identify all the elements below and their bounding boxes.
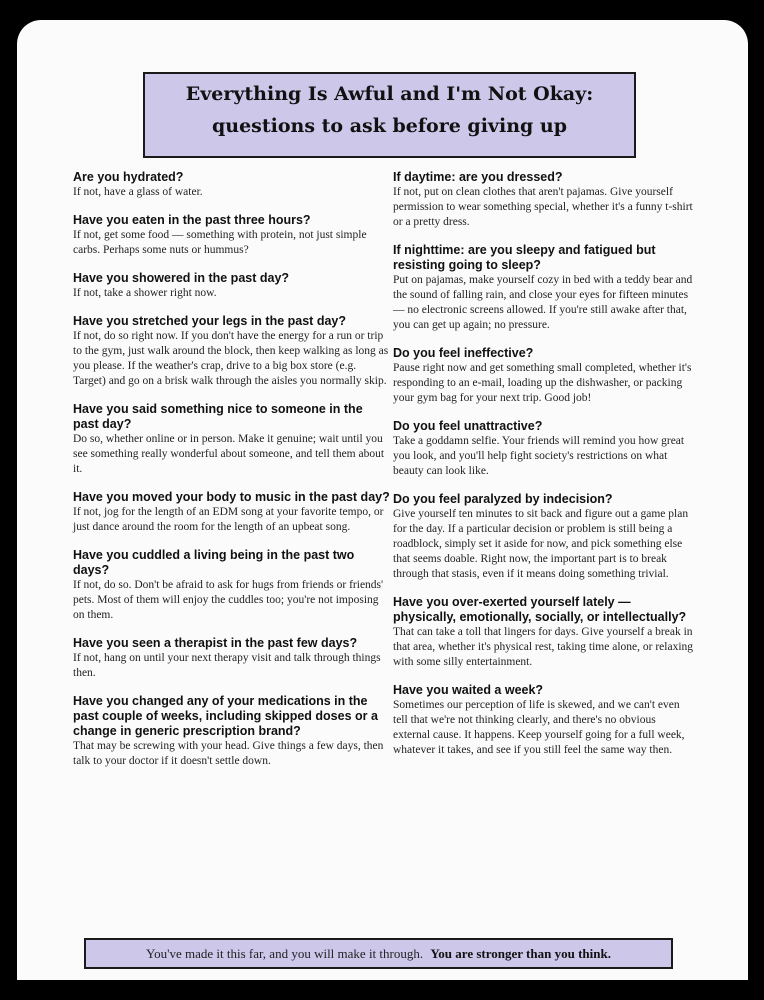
question-advice: If not, take a shower right now.	[73, 287, 217, 299]
question-advice: That can take a toll that lingers for days. Give yourself a break in that area, whether it's physical rest, taking time alone, or relaxing with some silly entertainment.	[393, 626, 694, 668]
question-heading: If daytime: are you dressed?	[393, 170, 563, 184]
question-heading: Have you showered in the past day?	[73, 271, 290, 285]
question-item	[393, 492, 693, 582]
question-heading: Have you cuddled a living being in the past two days?	[73, 548, 355, 577]
question-item	[73, 548, 391, 623]
question-item	[73, 170, 391, 200]
question-advice: If not, get some food — something with protein, not just simple carbs. Perhaps some nuts or hummus?	[73, 229, 367, 256]
title-line-1: Everything Is Awful and I'm Not Okay:	[185, 83, 594, 105]
question-advice: Take a goddamn selfie. Your friends will remind you how great you look, and you'll help fight society's restrictions on what beauty can look like.	[393, 435, 685, 477]
question-advice: If not, put on clean clothes that aren't pajamas. Give yourself permission to wear something special, whether it's a funny t-shirt or a pretty dress.	[393, 186, 693, 228]
question-advice: That may be screwing with your head. Give things a few days, then talk to your doctor if it doesn't settle down.	[73, 740, 384, 767]
question-item	[73, 490, 391, 535]
question-heading: Do you feel unattractive?	[393, 419, 543, 433]
question-heading: Have you moved your body to music in the past day?	[73, 490, 390, 504]
question-advice: If not, jog for the length of an EDM song at your favorite tempo, or just dance around the room for the length of an upbeat song.	[73, 506, 384, 533]
question-item	[393, 683, 693, 758]
question-advice: Give yourself ten minutes to sit back and figure out a game plan for the day. If a particular decision or problem is still being a roadblock, simply set it aside for now, and pick something else that seems doable. Right now, the important part is to break through that stasis, even if it means doing something trivial.	[393, 508, 689, 580]
question-heading: Do you feel paralyzed by indecision?	[393, 492, 613, 506]
question-heading: Have you said something nice to someone in the past day?	[73, 402, 363, 431]
question-heading: Have you seen a therapist in the past few days?	[73, 636, 358, 650]
question-heading: Have you changed any of your medications in the past couple of weeks, including skipped doses or a change in generic prescription brand?	[73, 694, 378, 738]
question-advice: If not, do so. Don't be afraid to ask for hugs from friends or friends' pets. Most of them will enjoy the cuddles too; you're not imposing on them.	[73, 579, 384, 621]
question-heading: Do you feel ineffective?	[393, 346, 534, 360]
question-advice: Do so, whether online or in person. Make it genuine; wait until you see something really wonderful about someone, and tell them about it.	[73, 433, 385, 475]
question-heading: Have you waited a week?	[393, 683, 544, 697]
question-advice: If not, do so right now. If you don't have the energy for a run or trip to the gym, just walk around the block, then keep walking as long as you please. If the weather's crap, drive to a big box store (e.g. Target) and go on a brisk walk through the aisles you normally skip.	[73, 330, 389, 387]
question-heading: Have you eaten in the past three hours?	[73, 213, 311, 227]
question-advice: Put on pajamas, make yourself cozy in bed with a teddy bear and the sound of falling rain, and close your eyes for fifteen minutes — no electronic screens allowed. If you're still awake after that, you can get up again; no pressure.	[393, 274, 693, 331]
right-column	[393, 170, 693, 771]
question-heading: Have you over-exerted yourself lately — physically, emotionally, socially, or intellectually?	[393, 595, 687, 624]
footer-emphasis: You are stronger than you think.	[430, 946, 611, 961]
left-column	[73, 170, 391, 782]
title-line-2: questions to ask before giving up	[211, 115, 568, 137]
question-heading: Have you stretched your legs in the past day?	[73, 314, 346, 328]
document-page	[17, 20, 748, 980]
question-item	[73, 402, 391, 477]
question-advice: Pause right now and get something small completed, whether it's responding to an e-mail, loading up the dishwasher, or packing your gym bag for your next trip. Good job!	[393, 362, 692, 404]
question-item	[393, 170, 693, 230]
footer-box	[84, 938, 673, 969]
question-item	[393, 419, 693, 479]
question-item	[73, 694, 391, 769]
question-advice: If not, have a glass of water.	[73, 186, 203, 198]
title-box	[143, 72, 636, 158]
question-item	[73, 213, 391, 258]
question-item	[73, 271, 391, 301]
question-item	[73, 314, 391, 389]
footer-message: You've made it this far, and you will make it through.	[146, 946, 424, 961]
question-item	[393, 243, 693, 333]
question-advice: If not, hang on until your next therapy visit and talk through things then.	[73, 652, 381, 679]
question-item	[393, 595, 693, 670]
question-heading: If nighttime: are you sleepy and fatigued but resisting going to sleep?	[393, 243, 656, 272]
question-heading: Are you hydrated?	[73, 170, 184, 184]
question-item	[73, 636, 391, 681]
question-advice: Sometimes our perception of life is skewed, and we can't even tell that we're not thinking clearly, and there's no obvious external cause. It happens. Keep yourself going for a full week, whatever it takes, and see if you still feel the same way then.	[393, 699, 685, 756]
question-item	[393, 346, 693, 406]
